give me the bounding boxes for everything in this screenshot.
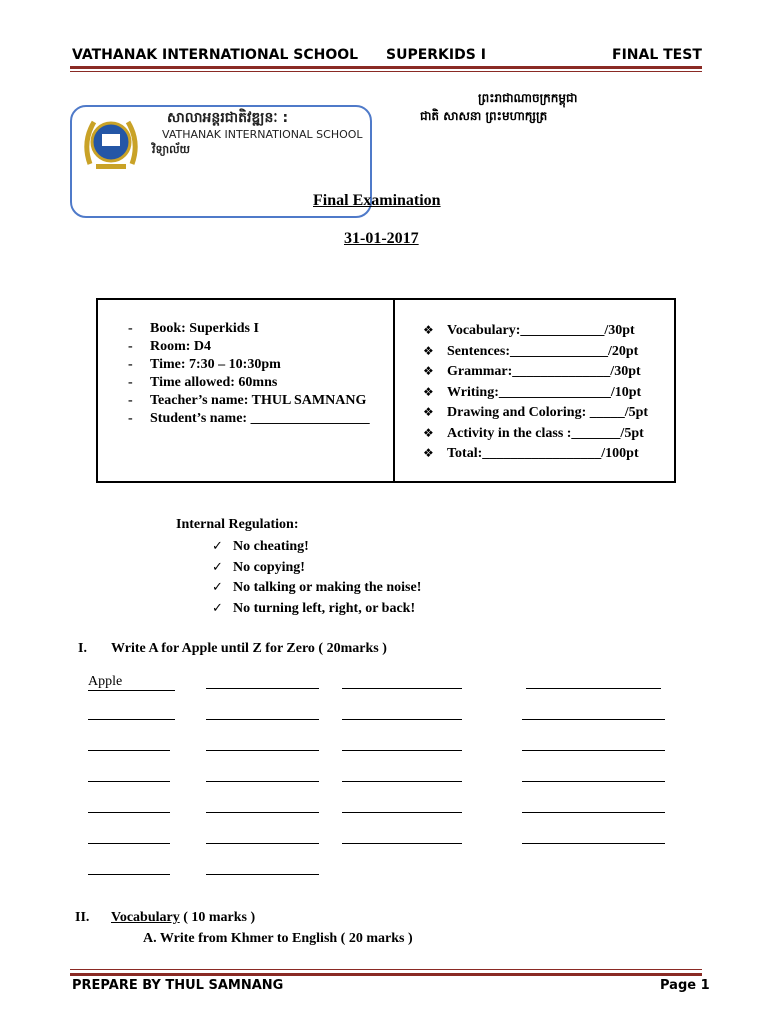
answer-line[interactable]	[522, 750, 665, 751]
header-test: FINAL TEST	[612, 47, 702, 63]
regulation-item: ✓ No cheating!	[212, 537, 421, 558]
section2-heading	[111, 910, 255, 926]
diamond-bullet-icon: ❖	[423, 343, 434, 358]
section1-example: Apple	[88, 674, 123, 689]
answer-line[interactable]	[88, 750, 170, 751]
answer-line[interactable]	[88, 874, 170, 875]
answer-line[interactable]	[522, 719, 665, 720]
section2-numeral: II.	[75, 910, 90, 925]
score-item: ❖ Activity in the class :_______/5pt	[423, 423, 648, 444]
regulation-item: ✓ No talking or making the noise!	[212, 578, 421, 599]
answer-line[interactable]	[88, 781, 170, 782]
answer-line[interactable]	[206, 688, 319, 689]
answer-line[interactable]	[88, 843, 170, 844]
checkmark-icon: ✓	[212, 600, 223, 616]
regulation-item: ✓ No turning left, right, or back!	[212, 599, 421, 620]
info-item: - Book: Superkids I	[128, 321, 259, 336]
section1-numeral: I.	[78, 641, 87, 656]
exam-info-list	[128, 320, 370, 428]
header-level: SUPERKIDS I	[386, 47, 486, 63]
kingdom-line-1: ព្រះរាជាណាចក្រកម្ពុជា	[478, 91, 578, 105]
checkmark-icon: ✓	[212, 559, 223, 575]
logo-khmer-name-text: សាលាអន្តរជាតិវឌ្ឍនៈ	[167, 110, 278, 126]
answer-line[interactable]	[342, 750, 462, 751]
footer-rule-thin	[70, 969, 702, 970]
regulation-heading: Internal Regulation:	[176, 517, 299, 532]
score-item: ❖ Sentences:______________/20pt	[423, 341, 648, 362]
answer-line[interactable]	[526, 688, 661, 689]
kingdom-line-2: ជាតិ សាសនា ព្រះមហាក្សត្រ	[420, 109, 548, 123]
answer-line[interactable]	[342, 843, 462, 844]
logo-khmer-sub-text: វិទ្យាល័យ	[152, 143, 191, 156]
answer-line[interactable]	[206, 843, 319, 844]
footer-prepared: PREPARE BY THUL SAMNANG	[72, 978, 284, 993]
answer-line[interactable]	[88, 719, 175, 720]
answer-line[interactable]	[88, 812, 170, 813]
regulation-item: ✓ No copying!	[212, 558, 421, 579]
exam-title: Final Examination	[313, 192, 441, 209]
logo-khmer-sub	[72, 143, 190, 159]
header-rule-thin	[70, 71, 702, 72]
info-item: - Time allowed: 60mns	[128, 375, 278, 390]
answer-line[interactable]	[206, 874, 319, 875]
answer-line[interactable]	[342, 812, 462, 813]
answer-line[interactable]	[342, 781, 462, 782]
diamond-bullet-icon: ❖	[423, 384, 434, 399]
score-item: ❖ Vocabulary:____________/30pt	[423, 320, 648, 341]
footer-page: Page 1	[660, 978, 710, 993]
info-item: - Student’s name: _________________	[128, 411, 370, 426]
info-item: - Time: 7:30 – 10:30pm	[128, 357, 281, 372]
answer-line[interactable]	[522, 843, 665, 844]
answer-line[interactable]	[88, 690, 175, 691]
answer-line[interactable]	[206, 812, 319, 813]
exam-date: 31-01-2017	[344, 230, 419, 247]
section1-instruction: Write A for Apple until Z for Zero ( 20marks )	[111, 641, 387, 656]
answer-line[interactable]	[342, 688, 462, 689]
diamond-bullet-icon: ❖	[423, 446, 434, 460]
answer-line[interactable]	[206, 750, 319, 751]
section2-marks: ( 10 marks )	[179, 910, 256, 925]
info-item: - Room: D4	[128, 339, 212, 354]
answer-line[interactable]	[206, 781, 319, 782]
section2-sub: A. Write from Khmer to English ( 20 marks )	[143, 931, 413, 946]
header-school: VATHANAK INTERNATIONAL SCHOOL	[72, 47, 359, 63]
score-item: ❖ Total:_________________/100pt	[423, 443, 648, 464]
answer-line[interactable]	[342, 719, 462, 720]
checkmark-icon: ✓	[212, 580, 223, 595]
score-item: ❖ Writing:________________/10pt	[423, 382, 648, 403]
score-item: ❖ Grammar:______________/30pt	[423, 361, 648, 382]
logo-khmer-name: សាលាអន្តរជាតិវឌ្ឍនៈ :	[167, 110, 289, 126]
info-score-box	[96, 298, 676, 483]
regulation-list	[212, 537, 421, 619]
answer-line[interactable]	[206, 719, 319, 720]
box-divider	[393, 300, 395, 481]
diamond-bullet-icon: ❖	[423, 364, 434, 378]
checkmark-icon: ✓	[212, 539, 223, 554]
header-rule	[70, 66, 702, 69]
diamond-bullet-icon: ❖	[423, 425, 434, 440]
diamond-bullet-icon: ❖	[423, 405, 434, 419]
footer-rule	[70, 973, 702, 976]
answer-line[interactable]	[522, 781, 665, 782]
section2-title: Vocabulary	[111, 910, 180, 925]
score-item: ❖ Drawing and Coloring: _____/5pt	[423, 402, 648, 423]
answer-line[interactable]	[522, 812, 665, 813]
diamond-bullet-icon: ❖	[423, 323, 434, 337]
info-item: - Teacher’s name: THUL SAMNANG	[128, 393, 367, 408]
logo-english-name: VATHANAK INTERNATIONAL SCHOOL	[162, 128, 363, 141]
score-list	[423, 320, 648, 464]
